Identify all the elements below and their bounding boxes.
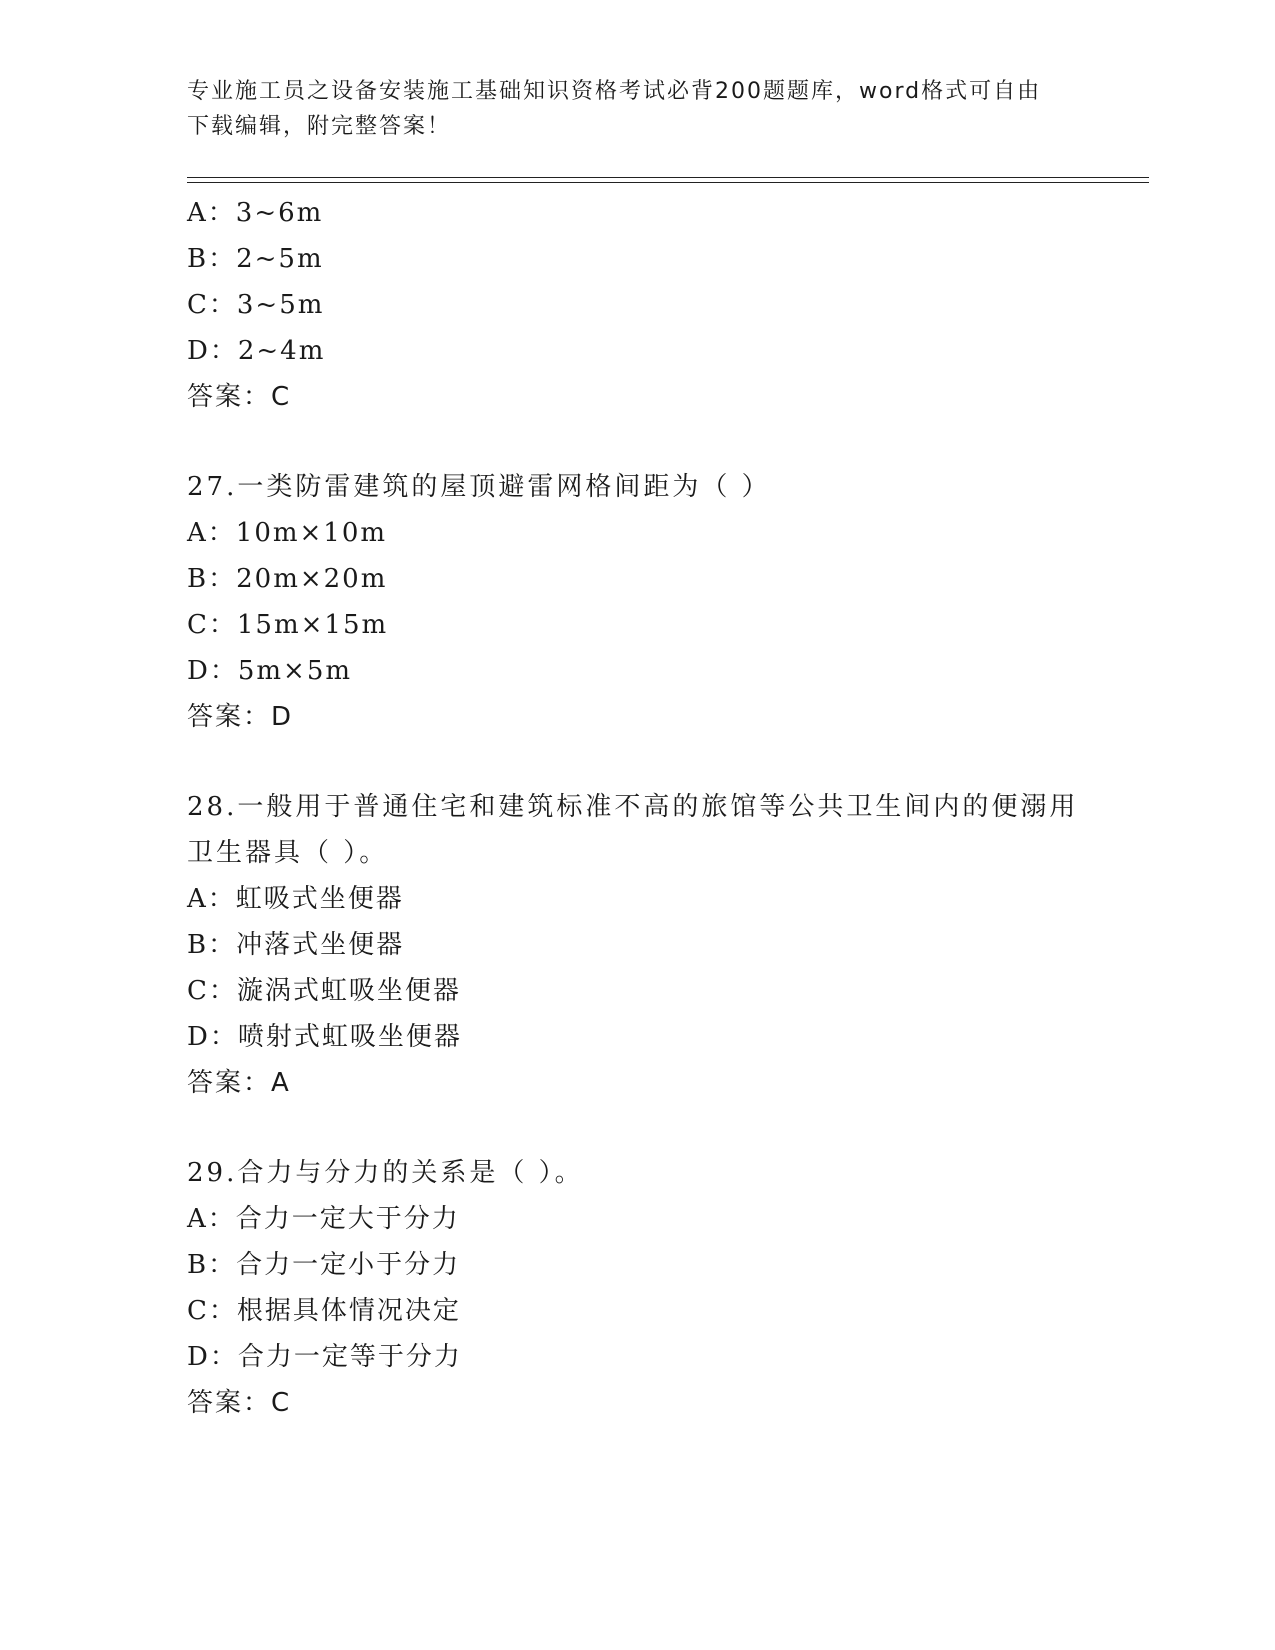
option-c: C：根据具体情况决定 <box>187 1296 461 1326</box>
option-c: C：漩涡式虹吸坐便器 <box>187 976 461 1006</box>
question-text-line-2: 卫生器具（ ）。 <box>187 838 389 868</box>
option-b: B：冲落式坐便器 <box>187 930 405 960</box>
answer-line: 答案：D <box>187 702 294 732</box>
answer-line: 答案：C <box>187 382 292 412</box>
question-text: 27.一类防雷建筑的屋顶避雷网格间距为（ ） <box>187 472 771 502</box>
spacer <box>187 1106 1147 1150</box>
option-b: B：20m×20m <box>187 564 388 594</box>
option-b: B：合力一定小于分力 <box>187 1250 461 1280</box>
question-text: 29.合力与分力的关系是（ ）。 <box>187 1158 584 1188</box>
question-text-line-1: 28.一般用于普通住宅和建筑标准不高的旅馆等公共卫生间内的便溺用 <box>187 792 1079 822</box>
header-divider-top <box>187 177 1149 178</box>
question-list <box>187 190 1147 1426</box>
option-c: C：3~5m <box>187 290 325 320</box>
option-d: D：合力一定等于分力 <box>187 1342 462 1372</box>
option-a: A：合力一定大于分力 <box>187 1204 460 1234</box>
question-block-27 <box>187 464 1147 740</box>
document-header <box>187 74 1087 144</box>
option-d: D：2~4m <box>187 336 326 366</box>
question-block-29 <box>187 1150 1147 1426</box>
option-a: A：虹吸式坐便器 <box>187 884 404 914</box>
answer-line: 答案：C <box>187 1388 292 1418</box>
spacer <box>187 420 1147 464</box>
spacer <box>187 740 1147 784</box>
header-title-line-1: 专业施工员之设备安装施工基础知识资格考试必背200题题库，word格式可自由 <box>187 79 1042 104</box>
option-b: B：2~5m <box>187 244 324 274</box>
option-d: D：喷射式虹吸坐便器 <box>187 1022 462 1052</box>
header-title-line-2: 下载编辑，附完整答案！ <box>187 114 452 139</box>
option-a: A：3~6m <box>187 198 324 228</box>
header-divider-bottom <box>187 182 1149 183</box>
option-c: C：15m×15m <box>187 610 389 640</box>
answer-line: 答案：A <box>187 1068 291 1098</box>
option-d: D：5m×5m <box>187 656 353 686</box>
option-a: A：10m×10m <box>187 518 388 548</box>
question-block-28 <box>187 784 1147 1106</box>
question-block-26 <box>187 190 1147 420</box>
